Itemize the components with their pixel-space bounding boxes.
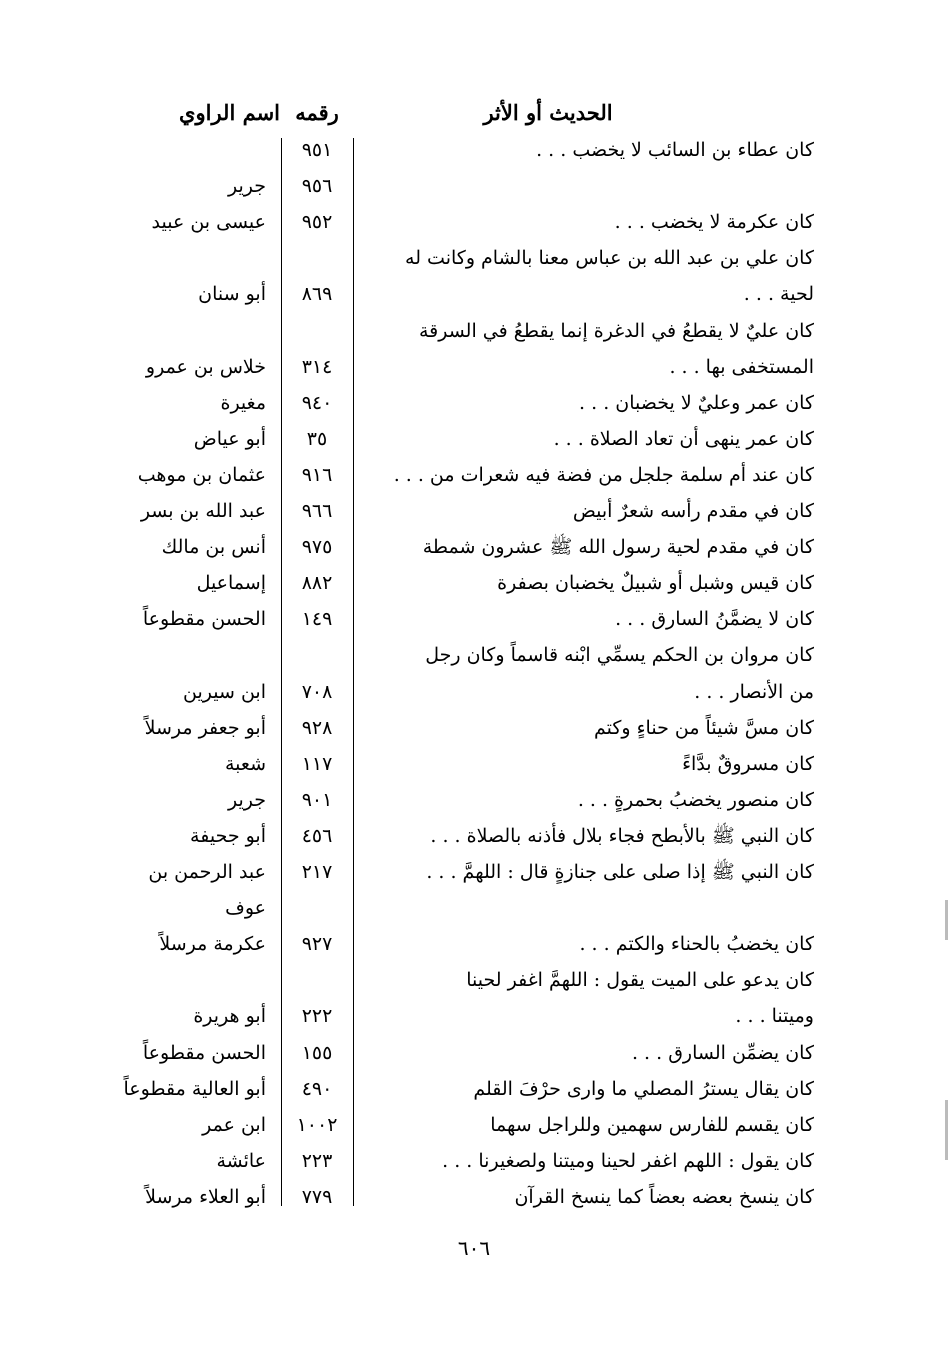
table-row bbox=[0, 674, 948, 710]
narrator-name: خلاس بن عمرو bbox=[145, 355, 266, 378]
hadith-text: كان في مقدم رأسه شعرٌ أبيض bbox=[572, 500, 814, 522]
hadith-number: ٩٥٦ bbox=[301, 175, 333, 198]
narrator-name: أبو جعفر مرسلاً bbox=[144, 716, 266, 739]
table-row bbox=[0, 421, 948, 457]
hadith-number: ٤٩٠ bbox=[301, 1077, 333, 1100]
hadith-number: ٩٤٠ bbox=[301, 391, 333, 414]
table-row bbox=[0, 1035, 948, 1071]
hadith-text: وميتنا . . . bbox=[735, 1005, 814, 1028]
hadith-number: ١٥٥ bbox=[301, 1041, 333, 1064]
narrator-name: عبد الله بن بسر bbox=[140, 500, 266, 522]
table-row bbox=[0, 962, 948, 998]
table-row bbox=[0, 385, 948, 421]
hadith-number: ١١٧ bbox=[301, 752, 333, 775]
hadith-text: كان النبي ﷺ إذا صلى على جنازةٍ قال : اللهمَّ . . . bbox=[426, 861, 814, 883]
table-row bbox=[0, 349, 948, 385]
narrator-name: عوف bbox=[225, 897, 266, 920]
hadith-number: ٩٢٨ bbox=[301, 716, 333, 739]
table-row bbox=[0, 493, 948, 529]
hadith-number: ٨٦٩ bbox=[301, 283, 333, 306]
hadith-text: كان قيس وشبل أو شبيلٌ يخضبان بصفرة bbox=[497, 572, 814, 595]
narrator-name: عائشة bbox=[216, 1149, 266, 1172]
narrator-name: أبو جحيفة bbox=[190, 824, 266, 847]
hadith-text: كان يقسم للفارس سهمين وللراجل سهما bbox=[490, 1113, 814, 1136]
table-row bbox=[0, 1143, 948, 1179]
narrator-name: أبو عياض bbox=[193, 427, 266, 450]
narrator-name: جرير bbox=[228, 788, 266, 811]
table-row bbox=[0, 276, 948, 312]
table-row bbox=[0, 529, 948, 565]
hadith-text: كان عمر وعليٌ لا يخضبان . . . bbox=[579, 391, 814, 414]
narrator-name: إسماعيل bbox=[196, 572, 266, 595]
narrator-name: عبد الرحمن بن bbox=[148, 861, 266, 883]
table-row bbox=[0, 637, 948, 673]
hadith-text: كان يدعو على الميت يقول : اللهمَّ اغفر لحينا bbox=[466, 969, 814, 992]
hadith-text: كان مروان بن الحكم يسمِّي ابْنه قاسماً وكان رجل bbox=[425, 644, 814, 667]
hadith-text: كان في مقدم لحية رسول الله ﷺ عشرون شمطة bbox=[422, 536, 814, 559]
page-number: ٦٠٦ bbox=[457, 1236, 491, 1260]
hadith-number: ٢٢٢ bbox=[301, 1005, 333, 1028]
hadith-text: كان علي بن عبد الله بن عباس معنا بالشام وكانت له bbox=[405, 247, 814, 270]
narrator-name: أبو العالية مقطوعاً bbox=[123, 1077, 266, 1100]
hadith-text: كان مسروقٌ بدَّاءً bbox=[682, 752, 814, 775]
table-row bbox=[0, 998, 948, 1034]
table-row bbox=[0, 854, 948, 890]
column-header-number: رقمه bbox=[295, 100, 339, 125]
table-row bbox=[0, 746, 948, 782]
hadith-number: ٤٥٦ bbox=[301, 824, 333, 847]
hadith-text: كان عكرمة لا يخضب . . . bbox=[614, 211, 814, 234]
table-row bbox=[0, 601, 948, 637]
narrator-name: شعبة bbox=[224, 752, 266, 775]
table-row bbox=[0, 168, 948, 204]
hadith-text: كان عليٌ لا يقطعُ في الدغرة إنما يقطعُ في السرقة bbox=[418, 319, 814, 342]
table-row bbox=[0, 204, 948, 240]
hadith-text: كان يقول : اللهم اغفر لحينا وميتنا ولصغيرنا . . . bbox=[442, 1149, 814, 1172]
narrator-name: أبو هريرة bbox=[193, 1005, 266, 1028]
hadith-text: كان مسَّ شيئاً من حناءٍ وكتم bbox=[593, 716, 814, 739]
narrator-name: الحسن مقطوعاً bbox=[142, 1041, 266, 1064]
hadith-text: كان عمر ينهى أن تعاد الصلاة . . . bbox=[553, 427, 814, 450]
hadith-number: ٩٥١ bbox=[301, 139, 333, 161]
hadith-number: ٩٧٥ bbox=[301, 536, 333, 559]
narrator-name: ابن سيرين bbox=[183, 680, 266, 703]
hadith-number: ٩٥٢ bbox=[301, 211, 333, 234]
hadith-number: ٢٢٣ bbox=[301, 1149, 333, 1172]
hadith-text: كان يضمِّن السارق . . . bbox=[631, 1041, 814, 1064]
table-row bbox=[0, 457, 948, 493]
narrator-name: جرير bbox=[228, 175, 266, 198]
hadith-text: لحية . . . bbox=[743, 283, 814, 306]
table-row bbox=[0, 313, 948, 349]
table-row bbox=[0, 818, 948, 854]
hadith-text: المستخفى بها . . . bbox=[669, 355, 814, 378]
hadith-text: كان عند أم سلمة جلجل من فضة فيه شعرات من . . . bbox=[393, 463, 814, 486]
table-row bbox=[0, 240, 948, 276]
table-row bbox=[0, 926, 948, 962]
hadith-number: ١٠٠٢ bbox=[296, 1113, 338, 1136]
hadith-number: ٩٠١ bbox=[301, 788, 333, 811]
hadith-number: ١٤٩ bbox=[301, 608, 333, 631]
table-row bbox=[0, 1071, 948, 1107]
hadith-number: ٧٠٨ bbox=[301, 680, 333, 703]
hadith-text: من الأنصار . . . bbox=[694, 680, 814, 703]
hadith-text: كان منصور يخضبُ بحمرةٍ . . . bbox=[577, 788, 814, 811]
narrator-name: الحسن مقطوعاً bbox=[142, 608, 266, 631]
hadith-text: كان يخضبُ بالحناء والكتم . . . bbox=[579, 933, 814, 956]
hadith-number: ٢١٧ bbox=[301, 861, 333, 883]
hadith-number: ٩٢٧ bbox=[301, 933, 333, 956]
hadith-number: ٩٦٦ bbox=[301, 500, 333, 522]
hadith-text: كان النبي ﷺ بالأبطح فجاء بلال فأذنه بالصلاة . . . bbox=[430, 824, 814, 847]
narrator-name: أبو سنان bbox=[198, 283, 266, 306]
table-row bbox=[0, 1107, 948, 1143]
hadith-text: كان لا يضمَّنُ السارق . . . bbox=[615, 608, 814, 631]
hadith-number: ٣٥ bbox=[306, 427, 328, 450]
column-header-narrator: اسم الراوي bbox=[179, 100, 280, 125]
hadith-number: ٧٧٩ bbox=[301, 1185, 333, 1208]
narrator-name: ابن عمر bbox=[202, 1113, 266, 1136]
table-row bbox=[0, 710, 948, 746]
narrator-name: عكرمة مرسلاً bbox=[159, 933, 266, 956]
hadith-number: ٩١٦ bbox=[301, 463, 333, 486]
table-row bbox=[0, 1179, 948, 1215]
table-row bbox=[0, 782, 948, 818]
table-row bbox=[0, 132, 948, 168]
hadith-number: ٣١٤ bbox=[301, 355, 333, 378]
column-header-hadith: الحديث أو الأثر bbox=[483, 100, 613, 125]
narrator-name: أبو العلاء مرسلاً bbox=[145, 1185, 266, 1208]
narrator-name: أنس بن مالك bbox=[161, 536, 266, 559]
table-row bbox=[0, 565, 948, 601]
hadith-text: كان يقال يسترُ المصلي ما وارى حرْفَ القلم bbox=[473, 1077, 814, 1100]
table-row bbox=[0, 890, 948, 926]
hadith-number: ٨٨٢ bbox=[301, 572, 333, 595]
hadith-text: كان عطاء بن السائب لا يخضب . . . bbox=[536, 139, 814, 161]
narrator-name: عثمان بن موهب bbox=[137, 463, 266, 486]
narrator-name: مغيرة bbox=[220, 391, 266, 414]
hadith-text: كان ينسخ بعضه بعضاً كما ينسخ القرآن bbox=[514, 1185, 814, 1208]
narrator-name: عيسى بن عبيد bbox=[151, 211, 266, 234]
